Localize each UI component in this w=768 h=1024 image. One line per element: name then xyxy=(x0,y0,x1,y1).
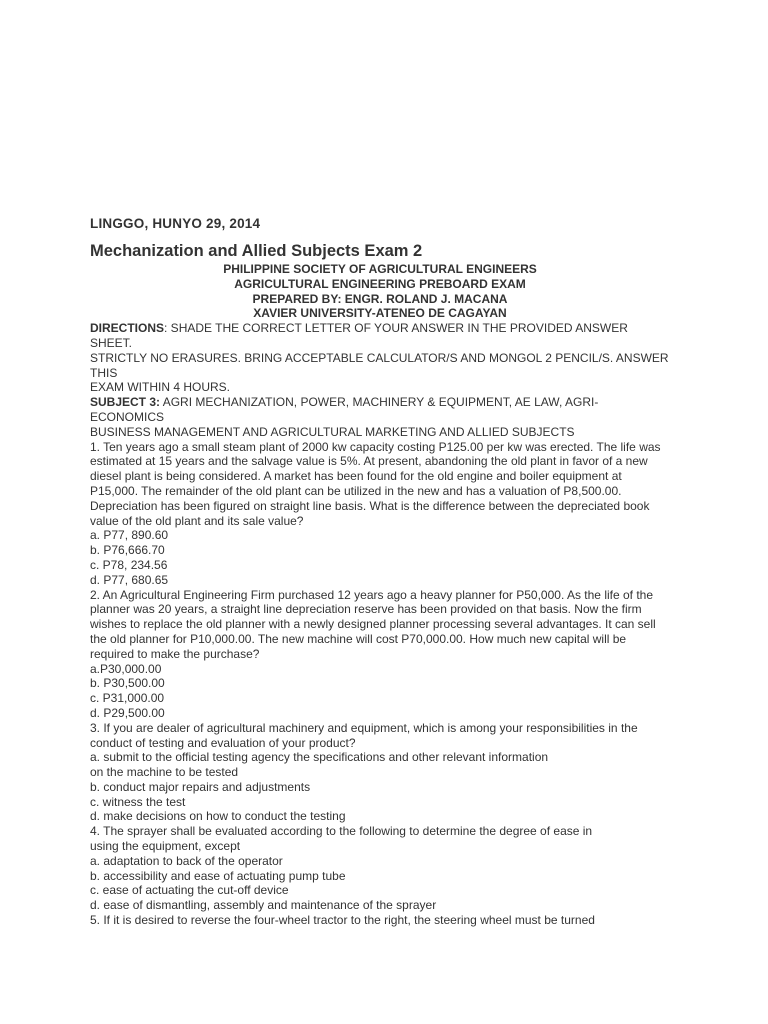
header-line: PREPARED BY: ENGR. ROLAND J. MACANA xyxy=(252,291,508,306)
answer-choice: c. P31,000.00 xyxy=(90,691,165,706)
subject-line: BUSINESS MANAGEMENT AND AGRICULTURAL MARKETING AND ALLIED SUBJECTS xyxy=(90,424,575,439)
question-2 xyxy=(90,588,670,721)
answer-choice: d. P77, 680.65 xyxy=(90,572,169,587)
subject xyxy=(90,395,670,425)
answer-choice: a. adaptation to back of the operator xyxy=(90,853,283,868)
answer-choice: c. ease of actuating the cut-off device xyxy=(90,883,289,898)
subject-label: SUBJECT 3: xyxy=(90,395,161,410)
directions-line: EXAM WITHIN 4 HOURS. xyxy=(90,380,231,395)
answer-choice: c. P78, 234.56 xyxy=(90,557,168,572)
post-date: LINGGO, HUNYO 29, 2014 xyxy=(90,216,261,231)
answer-choice: c. witness the test xyxy=(90,794,186,809)
post-title: Mechanization and Allied Subjects Exam 2 xyxy=(90,242,423,260)
question-text-continued: using the equipment, except xyxy=(90,839,241,854)
question-text: 4. The sprayer shall be evaluated according to the following to determine the degree of ease in xyxy=(90,824,593,839)
answer-choice: b. P30,500.00 xyxy=(90,676,165,691)
directions xyxy=(90,321,670,351)
answer-choice-continued: on the machine to be tested xyxy=(90,765,239,780)
answer-choice: d. P29,500.00 xyxy=(90,705,165,720)
header-line: PHILIPPINE SOCIETY OF AGRICULTURAL ENGINEERS xyxy=(223,262,537,276)
answer-choice: a. submit to the official testing agency the specifications and other relevant information xyxy=(90,750,549,765)
answer-choice: d. ease of dismantling, assembly and maintenance of the sprayer xyxy=(90,898,437,913)
question-5 xyxy=(90,913,670,928)
directions-text: : SHADE THE CORRECT LETTER OF YOUR ANSWER IN THE PROVIDED ANSWER SHEET. xyxy=(90,321,628,350)
answer-choice: d. make decisions on how to conduct the testing xyxy=(90,809,346,824)
answer-choice: b. P76,666.70 xyxy=(90,543,165,558)
directions-line: STRICTLY NO ERASURES. BRING ACCEPTABLE CALCULATOR/S AND MONGOL 2 PENCIL/S. ANSWER THIS xyxy=(90,350,669,380)
question-4 xyxy=(90,824,670,913)
question-text: 5. If it is desired to reverse the four-wheel tractor to the right, the steering wheel must be turned xyxy=(90,913,595,928)
question-1 xyxy=(90,440,670,588)
answer-choice: a. P77, 890.60 xyxy=(90,528,169,543)
header-line: AGRICULTURAL ENGINEERING PREBOARD EXAM xyxy=(234,276,526,291)
directions-label: DIRECTIONS xyxy=(90,321,165,336)
answer-choice: b. accessibility and ease of actuating pump tube xyxy=(90,868,346,883)
question-text: 1. Ten years ago a small steam plant of 2000 kw capacity costing P125.00 per kw was erected. The life was estimated at 15 years and the salvage value is 5%. At present, abandoning the old plant in favor of a new diesel plant is being considered. A market has been found for the old engine and boiler equipment at P15,000. The remainder of the old plant can be utilized in the new and has a valuation of P8,500.00. Depreciation has been figured on straight line basis. What is the difference between the depreciated book value of the old plant and its sale value? xyxy=(90,439,661,528)
question-text: 3. If you are dealer of agricultural machinery and equipment, which is among your responsibilities in the conduct of testing and evaluation of your product? xyxy=(90,720,638,750)
subject-text: AGRI MECHANIZATION, POWER, MACHINERY & EQUIPMENT, AE LAW, AGRI-ECONOMICS xyxy=(90,395,599,424)
question-text: 2. An Agricultural Engineering Firm purchased 12 years ago a heavy planner for P50,000. As the life of the planner was 20 years, a straight line depreciation reserve has been provided on that basis. Now the firm wishes to replace the old planner with a newly designed planner processing several advantages. It can sell the old planner for P10,000.00. The new machine will cost P70,000.00. How much new capital will be required to make the purchase? xyxy=(90,587,656,661)
answer-choice: b. conduct major repairs and adjustments xyxy=(90,779,311,794)
exam-header xyxy=(90,262,670,321)
header-line: XAVIER UNIVERSITY-ATENEO DE CAGAYAN xyxy=(253,306,507,321)
answer-choice: a.P30,000.00 xyxy=(90,661,162,676)
post-content xyxy=(90,216,670,928)
question-3 xyxy=(90,721,670,825)
